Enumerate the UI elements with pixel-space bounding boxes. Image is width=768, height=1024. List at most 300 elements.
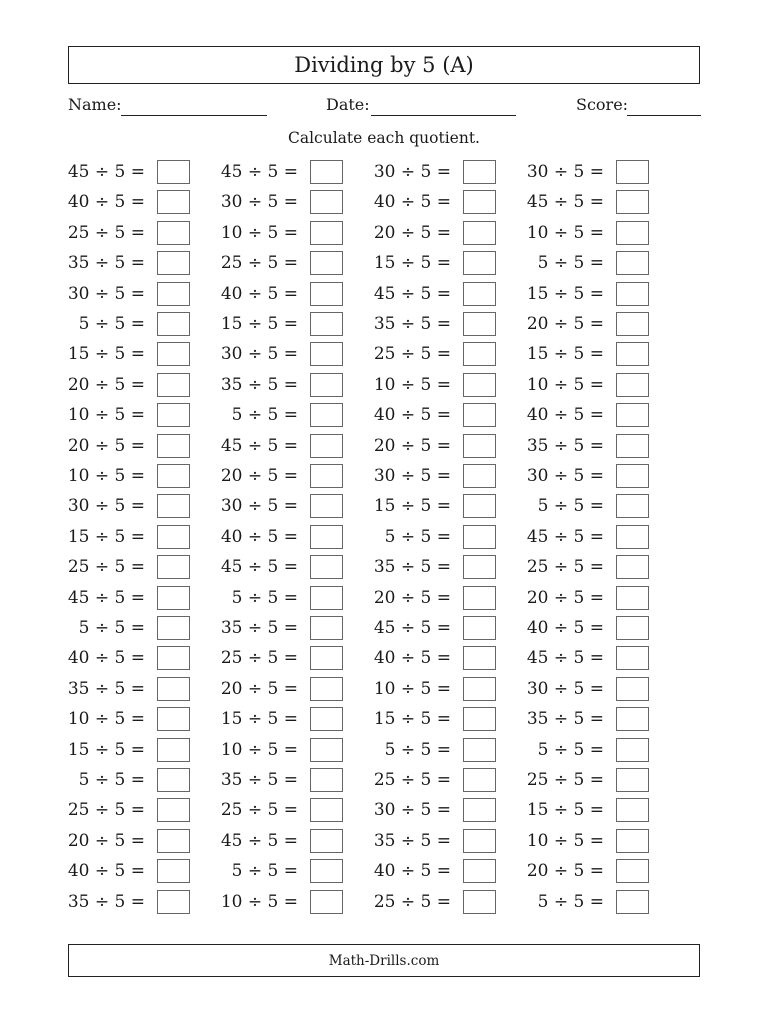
divisor: 5 <box>573 861 585 882</box>
answer-box[interactable] <box>463 282 496 306</box>
answer-box[interactable] <box>463 646 496 670</box>
divisor: 5 <box>114 739 126 760</box>
equals-sign: = <box>283 830 298 851</box>
divisor: 5 <box>114 800 126 821</box>
problem-item <box>40 645 190 671</box>
problem-item <box>193 281 343 307</box>
problem-expression <box>527 220 604 246</box>
equals-sign: = <box>130 678 145 699</box>
divisor: 5 <box>267 162 279 182</box>
dividend: 25 <box>373 770 396 790</box>
divisor: 5 <box>420 283 432 304</box>
problem-expression <box>374 767 451 793</box>
equals-sign: = <box>589 770 604 790</box>
footer-box <box>68 944 700 977</box>
divide-sign: ÷ <box>553 526 569 547</box>
equals-sign: = <box>436 709 451 730</box>
answer-box[interactable] <box>157 251 190 275</box>
answer-box[interactable] <box>157 890 190 914</box>
divisor: 5 <box>114 648 126 669</box>
equals-sign: = <box>283 648 298 669</box>
answer-box[interactable] <box>157 403 190 427</box>
answer-box[interactable] <box>310 677 343 701</box>
answer-box[interactable] <box>463 434 496 458</box>
problem-item <box>193 554 343 580</box>
answer-box[interactable] <box>616 160 649 184</box>
problem-item <box>193 463 343 489</box>
equals-sign: = <box>436 861 451 882</box>
problem-item <box>193 858 343 884</box>
equals-sign: = <box>130 374 145 395</box>
problem-expression <box>68 250 145 276</box>
problem-expression <box>68 220 145 246</box>
student-info-row <box>0 94 768 122</box>
answer-box[interactable] <box>310 646 343 670</box>
divide-sign: ÷ <box>247 192 263 213</box>
answer-box[interactable] <box>157 677 190 701</box>
answer-box[interactable] <box>310 494 343 518</box>
equals-sign: = <box>283 587 298 608</box>
answer-box[interactable] <box>310 738 343 762</box>
divisor: 5 <box>267 800 279 821</box>
dividend: 35 <box>373 830 396 851</box>
problem-expression <box>527 159 604 185</box>
problem-item <box>346 189 496 215</box>
answer-box[interactable] <box>463 890 496 914</box>
dividend: 25 <box>526 557 549 578</box>
divisor: 5 <box>114 466 126 486</box>
answer-box[interactable] <box>616 251 649 275</box>
answer-box[interactable] <box>157 768 190 792</box>
answer-box[interactable] <box>157 616 190 640</box>
problem-item <box>499 189 649 215</box>
equals-sign: = <box>130 435 145 456</box>
dividend: 45 <box>526 192 549 213</box>
answer-box[interactable] <box>463 738 496 762</box>
divisor: 5 <box>114 192 126 213</box>
problem-item <box>40 615 190 641</box>
divide-sign: ÷ <box>247 374 263 395</box>
problem-expression <box>221 889 298 915</box>
dividend: 35 <box>67 253 90 274</box>
answer-box[interactable] <box>310 555 343 579</box>
answer-box[interactable] <box>310 251 343 275</box>
dividend: 5 <box>231 405 243 426</box>
dividend: 10 <box>526 374 549 395</box>
answer-box[interactable] <box>157 494 190 518</box>
problem-item <box>40 889 190 915</box>
problem-item <box>193 767 343 793</box>
divide-sign: ÷ <box>247 557 263 578</box>
equals-sign: = <box>589 435 604 456</box>
answer-box[interactable] <box>463 525 496 549</box>
equals-sign: = <box>589 709 604 730</box>
answer-box[interactable] <box>463 586 496 610</box>
dividend: 25 <box>67 800 90 821</box>
answer-box[interactable] <box>157 738 190 762</box>
dividend: 30 <box>373 800 396 821</box>
divide-sign: ÷ <box>553 374 569 395</box>
divide-sign: ÷ <box>400 496 416 517</box>
problem-expression <box>527 402 604 428</box>
answer-box[interactable] <box>157 859 190 883</box>
problem-expression <box>68 341 145 367</box>
dividend: 15 <box>220 314 243 334</box>
divisor: 5 <box>420 253 432 274</box>
problem-item <box>40 585 190 611</box>
dividend: 45 <box>67 162 90 182</box>
problem-item <box>193 433 343 459</box>
answer-box[interactable] <box>616 282 649 306</box>
divide-sign: ÷ <box>94 861 110 882</box>
divisor: 5 <box>573 222 585 243</box>
answer-box[interactable] <box>157 312 190 336</box>
answer-box[interactable] <box>463 829 496 853</box>
divisor: 5 <box>114 405 126 426</box>
problem-expression <box>374 585 451 611</box>
answer-box[interactable] <box>463 494 496 518</box>
problem-item <box>40 189 190 215</box>
divide-sign: ÷ <box>400 253 416 274</box>
answer-box[interactable] <box>310 464 343 488</box>
dividend: 5 <box>384 739 396 760</box>
equals-sign: = <box>283 405 298 426</box>
answer-box[interactable] <box>310 190 343 214</box>
divide-sign: ÷ <box>400 405 416 426</box>
answer-box[interactable] <box>310 707 343 731</box>
dividend: 40 <box>373 648 396 669</box>
answer-box[interactable] <box>463 251 496 275</box>
answer-box[interactable] <box>157 190 190 214</box>
divisor: 5 <box>573 496 585 517</box>
answer-box[interactable] <box>157 646 190 670</box>
dividend: 30 <box>526 162 549 182</box>
answer-box[interactable] <box>310 586 343 610</box>
equals-sign: = <box>436 739 451 760</box>
answer-box[interactable] <box>463 707 496 731</box>
divisor: 5 <box>420 861 432 882</box>
divide-sign: ÷ <box>400 648 416 669</box>
divide-sign: ÷ <box>94 678 110 699</box>
answer-box[interactable] <box>616 768 649 792</box>
dividend: 15 <box>526 800 549 821</box>
equals-sign: = <box>130 314 145 334</box>
divide-sign: ÷ <box>94 435 110 456</box>
dividend: 20 <box>67 435 90 456</box>
divisor: 5 <box>267 557 279 578</box>
problem-expression <box>374 433 451 459</box>
answer-box[interactable] <box>157 434 190 458</box>
problem-expression <box>374 828 451 854</box>
divisor: 5 <box>267 496 279 517</box>
problem-expression <box>68 645 145 671</box>
problem-item <box>40 524 190 550</box>
equals-sign: = <box>589 314 604 334</box>
dividend: 15 <box>373 709 396 730</box>
divisor: 5 <box>573 800 585 821</box>
answer-box[interactable] <box>310 768 343 792</box>
answer-box[interactable] <box>310 160 343 184</box>
problem-expression <box>374 463 451 489</box>
answer-box[interactable] <box>616 373 649 397</box>
problem-expression <box>538 737 604 763</box>
problem-item <box>40 433 190 459</box>
answer-box[interactable] <box>463 616 496 640</box>
problem-expression <box>221 281 298 307</box>
problem-expression <box>68 676 145 702</box>
dividend: 40 <box>526 618 549 638</box>
divide-sign: ÷ <box>94 253 110 274</box>
dividend: 45 <box>220 435 243 456</box>
problem-expression <box>221 311 298 337</box>
answer-box[interactable] <box>616 221 649 245</box>
problem-item <box>40 797 190 823</box>
answer-box[interactable] <box>157 221 190 245</box>
equals-sign: = <box>130 739 145 760</box>
divisor: 5 <box>573 283 585 304</box>
problem-item <box>499 281 649 307</box>
equals-sign: = <box>436 374 451 395</box>
date-line[interactable] <box>371 115 516 116</box>
answer-box[interactable] <box>463 312 496 336</box>
divide-sign: ÷ <box>400 283 416 304</box>
answer-box[interactable] <box>310 798 343 822</box>
dividend: 35 <box>526 435 549 456</box>
equals-sign: = <box>436 192 451 213</box>
dividend: 5 <box>78 618 90 638</box>
dividend: 5 <box>78 770 90 790</box>
problem-item <box>40 676 190 702</box>
divide-sign: ÷ <box>247 709 263 730</box>
divisor: 5 <box>420 192 432 213</box>
problem-expression <box>527 676 604 702</box>
problem-expression <box>68 524 145 550</box>
answer-box[interactable] <box>157 464 190 488</box>
divisor: 5 <box>420 557 432 578</box>
answer-box[interactable] <box>157 798 190 822</box>
problem-expression <box>527 828 604 854</box>
answer-box[interactable] <box>310 525 343 549</box>
dividend: 25 <box>67 222 90 243</box>
problem-expression <box>221 220 298 246</box>
answer-box[interactable] <box>310 373 343 397</box>
answer-box[interactable] <box>616 494 649 518</box>
dividend: 40 <box>67 192 90 213</box>
divide-sign: ÷ <box>400 222 416 243</box>
problem-item <box>499 767 649 793</box>
answer-box[interactable] <box>157 342 190 366</box>
dividend: 20 <box>220 678 243 699</box>
answer-box[interactable] <box>310 890 343 914</box>
answer-box[interactable] <box>616 312 649 336</box>
problem-expression <box>221 645 298 671</box>
equals-sign: = <box>589 800 604 821</box>
divisor: 5 <box>420 587 432 608</box>
dividend: 35 <box>67 891 90 912</box>
answer-box[interactable] <box>616 829 649 853</box>
answer-box[interactable] <box>310 616 343 640</box>
divide-sign: ÷ <box>400 192 416 213</box>
answer-box[interactable] <box>463 190 496 214</box>
answer-box[interactable] <box>616 616 649 640</box>
answer-box[interactable] <box>157 525 190 549</box>
answer-box[interactable] <box>463 373 496 397</box>
answer-box[interactable] <box>463 464 496 488</box>
dividend: 15 <box>67 526 90 547</box>
divisor: 5 <box>114 830 126 851</box>
divisor: 5 <box>114 435 126 456</box>
answer-box[interactable] <box>310 859 343 883</box>
answer-box[interactable] <box>157 282 190 306</box>
divide-sign: ÷ <box>94 830 110 851</box>
dividend: 40 <box>220 283 243 304</box>
problem-item <box>40 706 190 732</box>
answer-box[interactable] <box>463 677 496 701</box>
equals-sign: = <box>589 678 604 699</box>
answer-box[interactable] <box>310 403 343 427</box>
answer-box[interactable] <box>157 707 190 731</box>
divisor: 5 <box>420 526 432 547</box>
problem-expression <box>232 402 298 428</box>
answer-box[interactable] <box>616 342 649 366</box>
answer-box[interactable] <box>616 586 649 610</box>
problem-expression <box>221 828 298 854</box>
answer-box[interactable] <box>616 464 649 488</box>
divisor: 5 <box>114 344 126 365</box>
divisor: 5 <box>420 739 432 760</box>
dividend: 5 <box>78 314 90 334</box>
answer-box[interactable] <box>310 221 343 245</box>
problem-expression <box>68 372 145 398</box>
dividend: 5 <box>537 253 549 274</box>
name-line[interactable] <box>121 115 267 116</box>
answer-box[interactable] <box>616 434 649 458</box>
problem-item <box>40 341 190 367</box>
worksheet-title-box <box>68 46 700 84</box>
problem-item <box>193 797 343 823</box>
answer-box[interactable] <box>616 859 649 883</box>
divide-sign: ÷ <box>400 344 416 365</box>
divide-sign: ÷ <box>94 496 110 517</box>
problem-expression <box>538 889 604 915</box>
equals-sign: = <box>283 770 298 790</box>
problem-item <box>499 250 649 276</box>
divisor: 5 <box>573 739 585 760</box>
answer-box[interactable] <box>616 646 649 670</box>
answer-box[interactable] <box>157 829 190 853</box>
divisor: 5 <box>114 587 126 608</box>
dividend: 45 <box>220 557 243 578</box>
divisor: 5 <box>267 374 279 395</box>
answer-box[interactable] <box>310 434 343 458</box>
equals-sign: = <box>130 192 145 213</box>
answer-box[interactable] <box>157 555 190 579</box>
dividend: 20 <box>67 374 90 395</box>
problem-item <box>40 858 190 884</box>
equals-sign: = <box>589 496 604 517</box>
divisor: 5 <box>573 253 585 274</box>
equals-sign: = <box>130 466 145 486</box>
answer-box[interactable] <box>310 342 343 366</box>
divisor: 5 <box>267 253 279 274</box>
answer-box[interactable] <box>310 829 343 853</box>
problem-item <box>499 433 649 459</box>
divide-sign: ÷ <box>400 830 416 851</box>
problem-expression <box>374 797 451 823</box>
answer-box[interactable] <box>616 677 649 701</box>
equals-sign: = <box>589 374 604 395</box>
divide-sign: ÷ <box>553 405 569 426</box>
problem-expression <box>68 402 145 428</box>
answer-box[interactable] <box>463 160 496 184</box>
divisor: 5 <box>573 314 585 334</box>
problem-expression <box>527 706 604 732</box>
problem-expression <box>374 706 451 732</box>
answer-box[interactable] <box>616 798 649 822</box>
answer-box[interactable] <box>616 738 649 762</box>
answer-box[interactable] <box>463 798 496 822</box>
problem-item <box>346 159 496 185</box>
divisor: 5 <box>114 770 126 790</box>
answer-box[interactable] <box>463 555 496 579</box>
answer-box[interactable] <box>616 403 649 427</box>
answer-box[interactable] <box>616 890 649 914</box>
equals-sign: = <box>436 344 451 365</box>
problem-item <box>193 676 343 702</box>
divisor: 5 <box>573 709 585 730</box>
problem-item <box>193 615 343 641</box>
divisor: 5 <box>573 344 585 365</box>
answer-box[interactable] <box>157 373 190 397</box>
divisor: 5 <box>573 830 585 851</box>
dividend: 25 <box>373 891 396 912</box>
dividend: 15 <box>220 709 243 730</box>
dividend: 10 <box>67 466 90 486</box>
problem-item <box>193 341 343 367</box>
answer-box[interactable] <box>310 312 343 336</box>
answer-box[interactable] <box>616 190 649 214</box>
problem-item <box>499 889 649 915</box>
divisor: 5 <box>420 466 432 486</box>
answer-box[interactable] <box>616 707 649 731</box>
divide-sign: ÷ <box>553 830 569 851</box>
answer-box[interactable] <box>157 586 190 610</box>
answer-box[interactable] <box>463 859 496 883</box>
answer-box[interactable] <box>157 160 190 184</box>
equals-sign: = <box>589 618 604 638</box>
answer-box[interactable] <box>463 221 496 245</box>
answer-box[interactable] <box>310 282 343 306</box>
answer-box[interactable] <box>616 525 649 549</box>
divisor: 5 <box>267 222 279 243</box>
divide-sign: ÷ <box>553 283 569 304</box>
dividend: 40 <box>67 648 90 669</box>
equals-sign: = <box>589 648 604 669</box>
problem-expression <box>374 250 451 276</box>
problem-expression <box>68 889 145 915</box>
divide-sign: ÷ <box>553 344 569 365</box>
dividend: 40 <box>220 526 243 547</box>
problem-item <box>40 737 190 763</box>
answer-box[interactable] <box>463 403 496 427</box>
score-line[interactable] <box>627 115 701 116</box>
answer-box[interactable] <box>463 768 496 792</box>
divide-sign: ÷ <box>553 618 569 638</box>
answer-box[interactable] <box>463 342 496 366</box>
divide-sign: ÷ <box>553 891 569 912</box>
answer-box[interactable] <box>616 555 649 579</box>
equals-sign: = <box>283 222 298 243</box>
